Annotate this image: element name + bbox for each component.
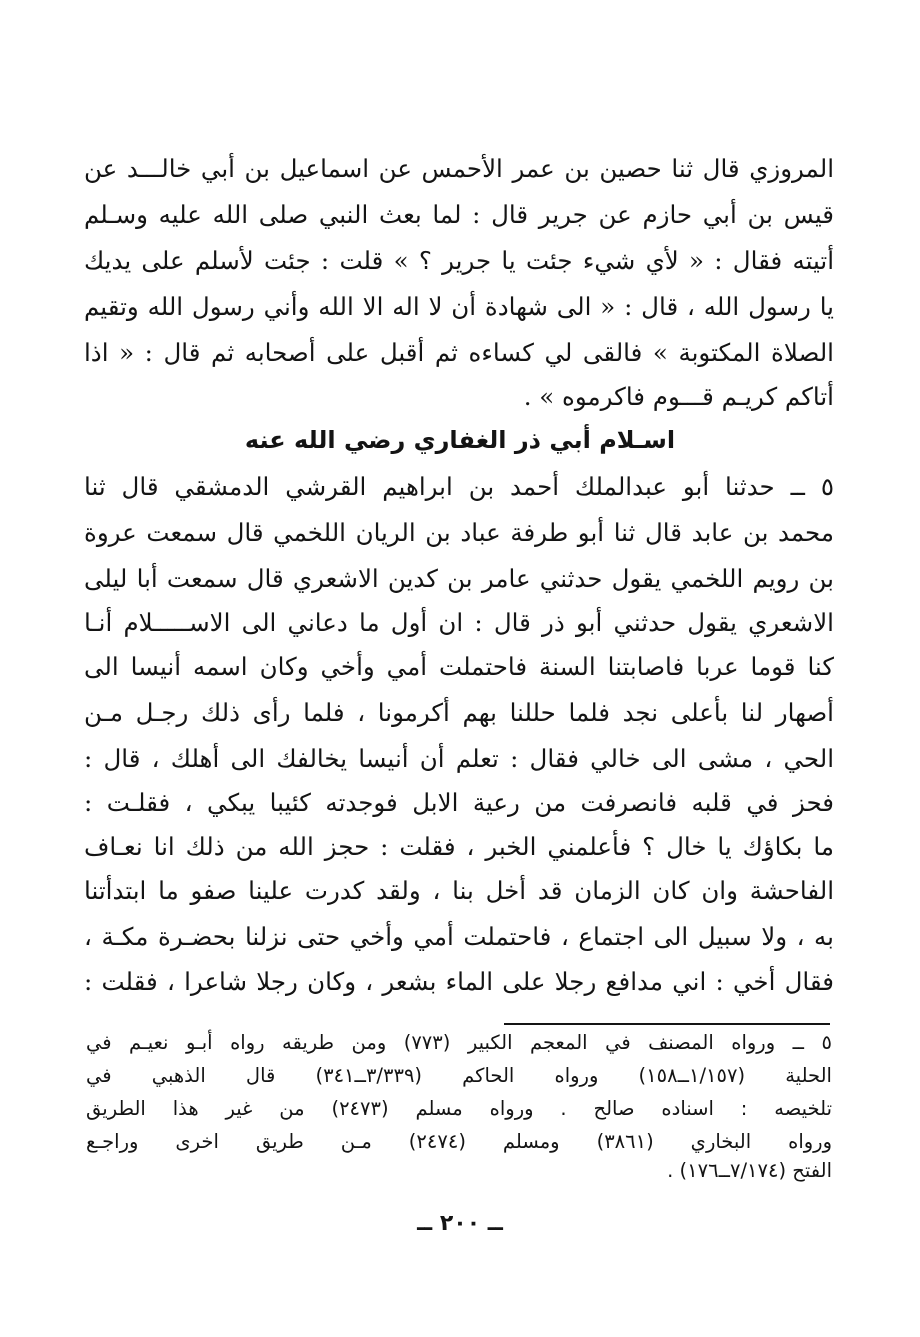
footnote-line: ٥ ــ ورواه المصنف في المعجم الكبير (٧٧٣) ومن طريقه رواه أبـو نعيـم في bbox=[86, 1031, 832, 1054]
body-line: أتيته فقال : « لأي شيء جئت يا جرير ؟ » قلت : جئت لأسلم على يديك bbox=[84, 246, 834, 275]
body-line: أصهار لنا بأعلى نجد فلما حللنا بهم أكرمونا ، فلما رأى ذلك رجـل مـن bbox=[84, 698, 834, 727]
footnote-line: الفتح (٧/١٧٤ــ١٧٦) . bbox=[667, 1159, 832, 1182]
body-line: ما بكاؤك يا خال ؟ فأعلمني الخبر ، فقلت : حجز الله من ذلك انا نعـاف bbox=[84, 832, 834, 861]
footnote-separator bbox=[504, 1023, 830, 1025]
body-line: محمد بن عابد قال ثنا أبو طرفة عباد بن الريان اللخمي قال سمعت عروة bbox=[84, 518, 834, 547]
page-number: ــ ٢٠٠ ــ bbox=[417, 1211, 503, 1236]
footnote-line: تلخيصه : اسناده صالح . ورواه مسلم (٢٤٧٣) من غير هذا الطريق bbox=[86, 1097, 832, 1120]
section-heading: اسـلام أبي ذر الغفاري رضي الله عنه bbox=[244, 426, 676, 454]
footnote-line: الحلية (١/١٥٧ــ١٥٨) ورواه الحاكم (٣/٣٣٩ــ٣٤١) قال الذهبي في bbox=[86, 1064, 832, 1087]
body-line: أتاكم كريـم قـــوم فاكرموه » . bbox=[523, 382, 834, 411]
body-line: قيس بن أبي حازم عن جرير قال : لما بعث النبي صلى الله عليه وسـلم bbox=[84, 200, 834, 229]
body-line: الصلاة المكتوبة » فالقى لي كساءه ثم أقبل على أصحابه ثم قال : « اذا bbox=[84, 338, 834, 367]
body-line: كنا قوما عربا فاصابتنا السنة فاحتملت أمي وأخي وكان اسمه أنيسا الى bbox=[84, 652, 834, 681]
body-line: يا رسول الله ، قال : « الى شهادة أن لا اله الا الله وأني رسول الله وتقيم bbox=[84, 292, 834, 321]
body-line: فقال أخي : اني مدافع رجلا على الماء بشعر ، وكان رجلا شاعرا ، فقلت : bbox=[84, 967, 834, 996]
body-line: به ، ولا سبيل الى اجتماع ، فاحتملت أمي وأخي حتى نزلنا بحضـرة مكـة ، bbox=[84, 922, 834, 951]
body-line: الحي ، مشى الى خالي فقال : تعلم أن أنيسا يخالفك الى أهلك ، قال : bbox=[84, 744, 834, 773]
body-line: الفاحشة وان كان الزمان قد أخل بنا ، ولقد كدرت علينا صفو ما ابتدأتنا bbox=[84, 876, 834, 905]
body-line: المروزي قال ثنا حصين بن عمر الأحمس عن اسماعيل بن أبي خالـــد عن bbox=[84, 154, 834, 183]
body-line: الاشعري يقول حدثني أبو ذر قال : ان أول ما دعاني الى الاســـــلام أنـا bbox=[84, 608, 834, 637]
footnote-line: ورواه البخاري (٣٨٦١) ومسلم (٢٤٧٤) مـن طريق اخرى وراجـع bbox=[86, 1130, 832, 1153]
body-line: بن رويم اللخمي يقول حدثني عامر بن كدين الاشعري قال سمعت أبا ليلى bbox=[84, 564, 834, 593]
body-line: فحز في قلبه فانصرفت من رعية الابل فوجدته كئيبا يبكي ، فقلـت : bbox=[84, 788, 834, 817]
body-line: ٥ ــ حدثنا أبو عبدالملك أحمد بن ابراهيم القرشي الدمشقي قال ثنا bbox=[84, 472, 834, 501]
